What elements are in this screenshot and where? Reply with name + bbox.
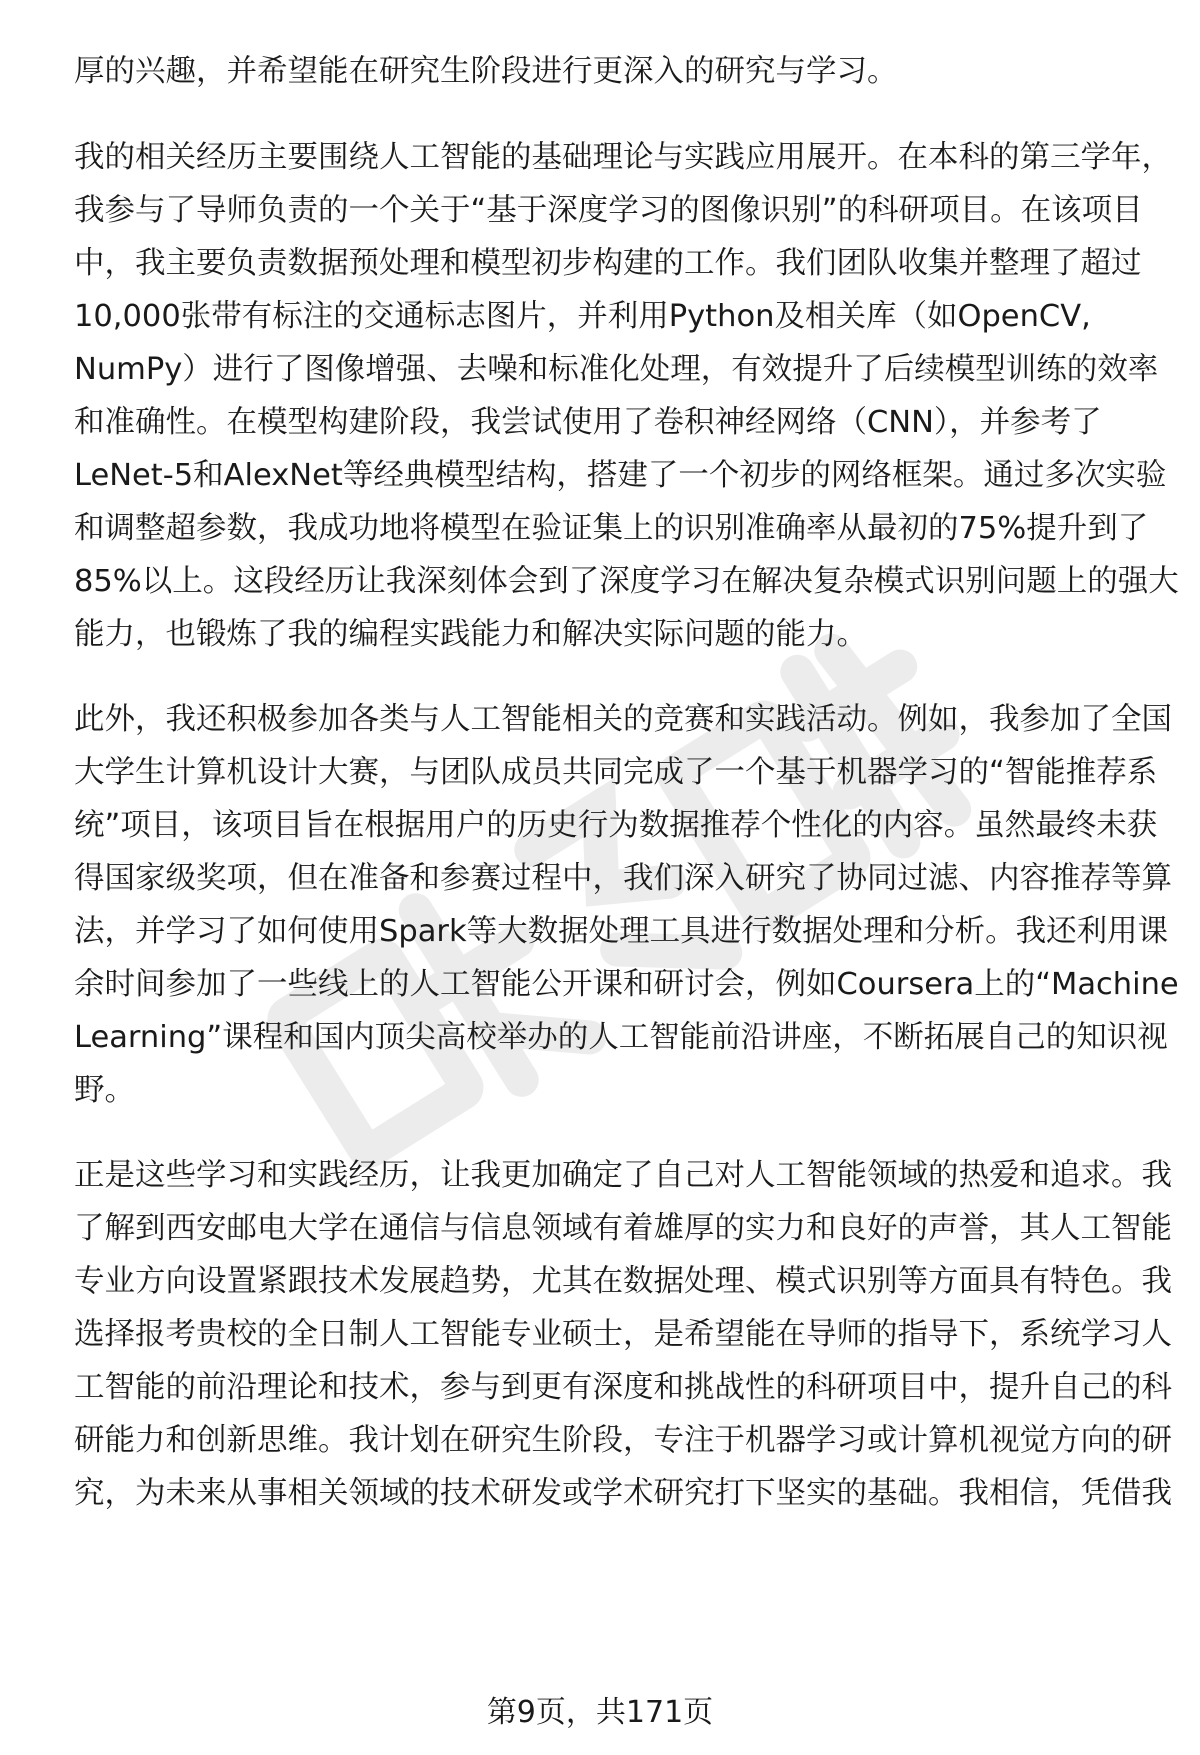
text-line: Learning”课程和国内顶尖高校举办的人工智能前沿讲座，不断拓展自己的知识视 [74, 1020, 1168, 1055]
text-line: 了解到西安邮电大学在通信与信息领域有着雄厚的实力和良好的声誉，其人工智能 [74, 1211, 1172, 1246]
text-line: NumPy）进行了图像增强、去噪和标准化处理，有效提升了后续模型训练的效率 [74, 352, 1159, 387]
text-line: 野。 [74, 1073, 135, 1108]
text-line: 余时间参加了一些线上的人工智能公开课和研讨会，例如Coursera上的“Machine [74, 967, 1179, 1002]
text-line: 研能力和创新思维。我计划在研究生阶段，专注于机器学习或计算机视觉方向的研 [74, 1423, 1172, 1458]
text-line: 10,000张带有标注的交通标志图片，并利用Python及相关库（如OpenCV, [74, 299, 1091, 334]
text-line: 我的相关经历主要围绕人工智能的基础理论与实践应用展开。在本科的第三学年， [74, 140, 1172, 175]
text-line: 统”项目，该项目旨在根据用户的历史行为数据推荐个性化的内容。虽然最终未获 [74, 808, 1158, 843]
text-line: LeNet-5和AlexNet等经典模型结构，搭建了一个初步的网络框架。通过多次实验 [74, 458, 1167, 493]
text-line: 厚的兴趣，并希望能在研究生阶段进行更深入的研究与学习。 [74, 54, 898, 89]
text-line: 法，并学习了如何使用Spark等大数据处理工具进行数据处理和分析。我还利用课 [74, 914, 1169, 949]
text-line: 和准确性。在模型构建阶段，我尝试使用了卷积神经网络（CNN），并参考了 [74, 405, 1102, 440]
text-line: 此外，我还积极参加各类与人工智能相关的竞赛和实践活动。例如，我参加了全国 [74, 702, 1172, 737]
text-line: 究，为未来从事相关领域的技术研发或学术研究打下坚实的基础。我相信，凭借我 [74, 1476, 1172, 1511]
text-line: 选择报考贵校的全日制人工智能专业硕士，是希望能在导师的指导下，系统学习人 [74, 1317, 1172, 1352]
text-line: 得国家级奖项，但在准备和参赛过程中，我们深入研究了协同过滤、内容推荐等算 [74, 861, 1172, 896]
text-line: 能力，也锻炼了我的编程实践能力和解决实际问题的能力。 [74, 617, 867, 652]
text-line: 正是这些学习和实践经历，让我更加确定了自己对人工智能领域的热爱和追求。我 [74, 1158, 1172, 1193]
text-line: 专业方向设置紧跟技术发展趋势，尤其在数据处理、模式识别等方面具有特色。我 [74, 1264, 1172, 1299]
text-line: 和调整超参数，我成功地将模型在验证集上的识别准确率从最初的75%提升到了 [74, 511, 1149, 546]
text-line: 工智能的前沿理论和技术，参与到更有深度和挑战性的科研项目中，提升自己的科 [74, 1370, 1172, 1405]
text-line: 85%以上。这段经历让我深刻体会到了深度学习在解决复杂模式识别问题上的强大 [74, 564, 1179, 599]
text-line: 大学生计算机设计大赛，与团队成员共同完成了一个基于机器学习的“智能推荐系 [74, 755, 1158, 790]
page-number-footer: 第9页，共171页 [486, 1695, 714, 1730]
text-line: 中，我主要负责数据预处理和模型初步构建的工作。我们团队收集并整理了超过 [74, 246, 1142, 281]
text-line: 我参与了导师负责的一个关于“基于深度学习的图像识别”的科研项目。在该项目 [74, 193, 1143, 228]
